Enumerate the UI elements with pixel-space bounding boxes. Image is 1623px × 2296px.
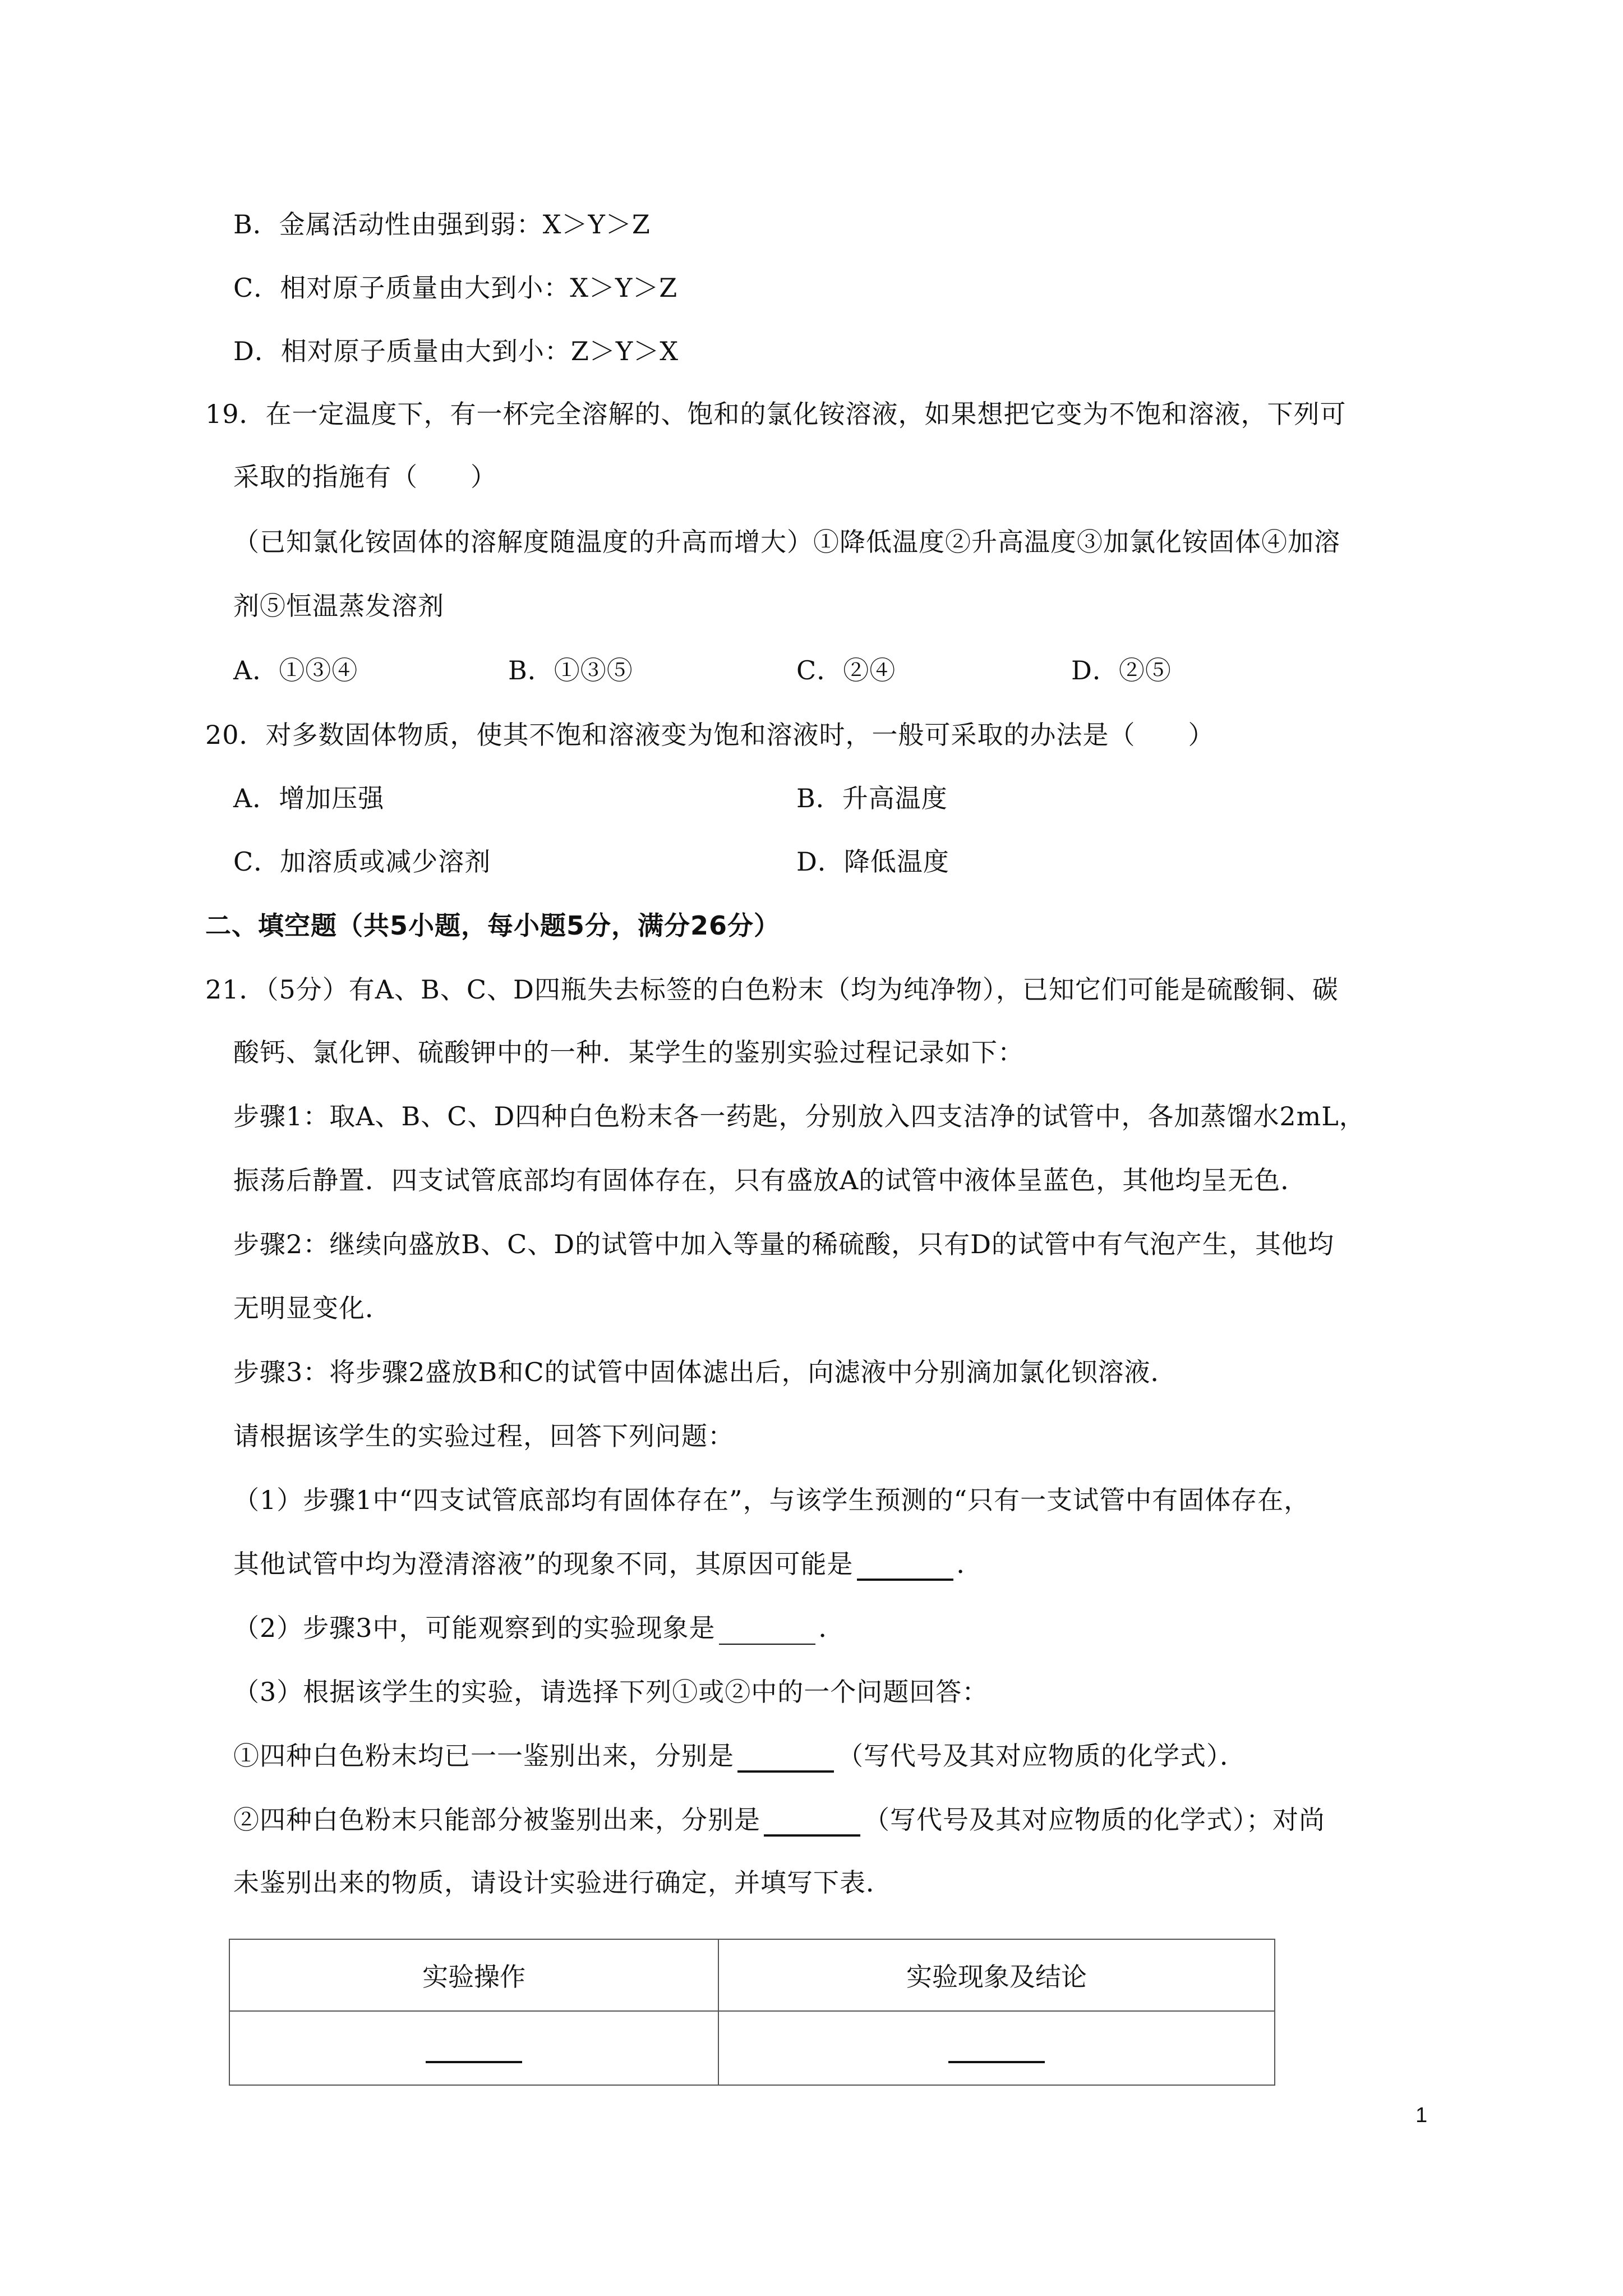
q21-option1-text: ①四种白色粉末均已一一鉴别出来，分别是: [233, 1741, 734, 1771]
q19-option-d: D．②⑤: [1071, 655, 1172, 685]
table-header-row: [229, 1939, 1275, 2011]
q19-option-b: B．①③⑤: [508, 655, 633, 685]
q21-step2-line1: 步骤2：继续向盛放B、C、D的试管中加入等量的稀硫酸，只有D的试管中有气泡产生，其他均: [233, 1229, 1335, 1259]
experiment-table: [229, 1939, 1275, 2086]
section2-heading: 二、填空题（共5小题，每小题5分，满分26分）: [205, 910, 781, 941]
q21-stem-line2: 酸钙、氯化钾、硫酸钾中的一种．某学生的鉴别实验过程记录如下：: [233, 1037, 1024, 1068]
q21-sub1-line1: （1）步骤1中“四支试管底部均有固体存在”，与该学生预测的“只有一支试管中有固体存在，: [233, 1485, 1311, 1515]
q21-prompt: 请根据该学生的实验过程，回答下列问题：: [233, 1421, 734, 1451]
q21-sub2-end: ．: [818, 1613, 845, 1643]
q21-step3: 步骤3：将步骤2盛放B和C的试管中固体滤出后，向滤液中分别滴加氯化钡溶液．: [233, 1357, 1177, 1387]
q20-option-d: D．降低温度: [796, 846, 949, 877]
q19-stem-line2: 采取的指施有（ ）: [233, 462, 497, 492]
q21-option2: [233, 1803, 1325, 1837]
q21-option2-text: ②四种白色粉末只能部分被鉴别出来，分别是: [233, 1805, 760, 1835]
answer-blank[interactable]: [719, 1619, 815, 1645]
q21-sub1-text: 其他试管中均为澄清溶液”的现象不同，其原因可能是: [233, 1549, 854, 1579]
q19-stem-line1: 19．在一定温度下，有一杯完全溶解的、饱和的氯化铵溶液，如果想把它变为不饱和溶液，下列可: [205, 399, 1347, 429]
q21-step1-line2: 振荡后静置．四支试管底部均有固体存在，只有盛放A的试管中液体呈蓝色，其他均呈无色．: [233, 1165, 1307, 1195]
q21-step1-line1: 步骤1：取A、B、C、D四种白色粉末各一药匙，分别放入四支洁净的试管中，各加蒸馏水2mL，: [233, 1101, 1366, 1131]
q18-option-c: C．相对原子质量由大到小：X＞Y＞Z: [233, 273, 678, 303]
q21-option2-end: （写代号及其对应物质的化学式）；对尚: [864, 1805, 1325, 1835]
table-header-operation: 实验操作: [229, 1939, 718, 2011]
q20-option-c: C．加溶质或减少溶剂: [233, 846, 491, 877]
q19-option-c: C．②④: [796, 655, 896, 685]
q21-sub3: （3）根据该学生的实验，请选择下列①或②中的一个问题回答：: [233, 1677, 989, 1707]
table-header-result: 实验现象及结论: [718, 1939, 1275, 2011]
q20-option-b: B．升高温度: [796, 783, 948, 813]
q21-option1-end: （写代号及其对应物质的化学式）．: [837, 1741, 1246, 1771]
q21-sub1-end: ．: [956, 1549, 983, 1579]
q21-option2-line2: 未鉴别出来的物质，请设计实验进行确定，并填写下表．: [233, 1867, 892, 1898]
q21-stem-line1: 21．（5分）有A、B、C、D四瓶失去标签的白色粉末（均为纯净物），已知它们可能是硫酸铜、碳: [205, 974, 1339, 1005]
q20-stem: 20．对多数固体物质，使其不饱和溶液变为饱和溶液时，一般可采取的办法是（ ）: [205, 720, 1215, 750]
q18-option-d: D．相对原子质量由大到小：Z＞Y＞X: [233, 336, 679, 366]
table-row: [229, 2011, 1275, 2085]
q21-step2-line2: 无明显变化．: [233, 1293, 391, 1323]
q21-sub2: [233, 1611, 845, 1645]
q19-note-line2: 剂⑤恒温蒸发溶剂: [233, 591, 444, 621]
q21-option1: [233, 1739, 1246, 1773]
q21-sub2-text: （2）步骤3中，可能观察到的实验现象是: [233, 1613, 716, 1643]
answer-blank[interactable]: [737, 1746, 834, 1773]
q20-option-a: A．增加压强: [233, 783, 385, 813]
q19-option-a: A．①③④: [233, 655, 358, 685]
page-number: 1: [1415, 2104, 1428, 2127]
answer-blank[interactable]: [948, 2036, 1045, 2063]
q18-option-b: B．金属活动性由强到弱：X＞Y＞Z: [233, 209, 651, 240]
answer-blank[interactable]: [857, 1554, 953, 1581]
table-cell-operation: [229, 2011, 718, 2085]
answer-blank[interactable]: [764, 1810, 860, 1837]
q21-sub1-line2: [233, 1547, 983, 1581]
q19-note-line1: （已知氯化铵固体的溶解度随温度的升高而增大）①降低温度②升高温度③加氯化铵固体④加溶: [233, 527, 1340, 557]
answer-blank[interactable]: [426, 2036, 522, 2063]
table-cell-result: [718, 2011, 1275, 2085]
